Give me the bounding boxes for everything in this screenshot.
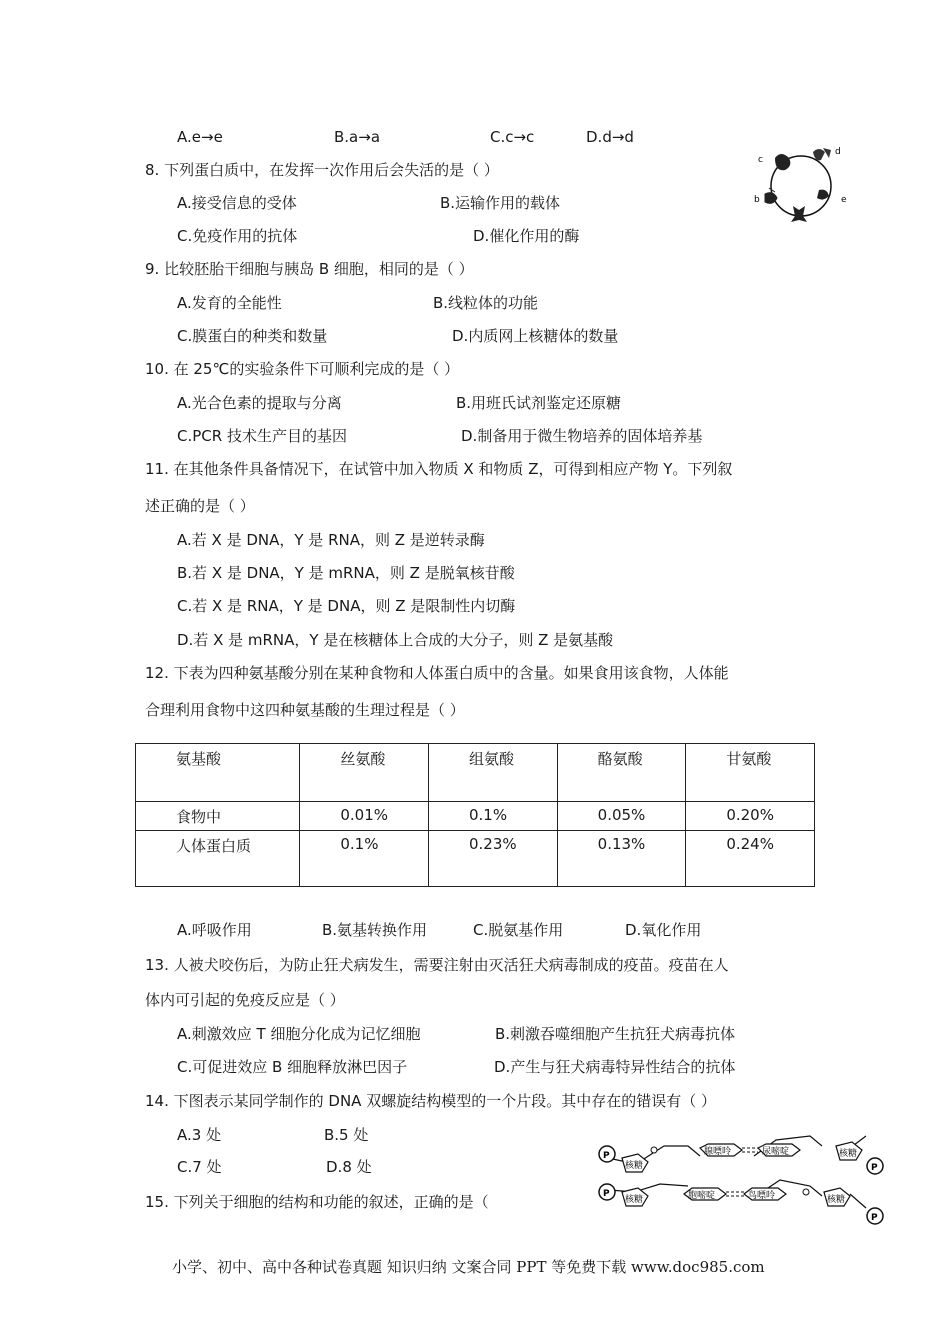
q11-stem-line1: 11. 在其他条件具备情况下，在试管中加入物质 X 和物质 Z，可得到相应产物 Y。下列叙 — [145, 460, 733, 478]
q14-option-a: A.3 处 — [177, 1126, 222, 1144]
base-label: 胞嘧啶 — [688, 1191, 716, 1201]
table-header-row — [136, 744, 815, 802]
q14-option-c: C.7 处 — [177, 1158, 222, 1176]
q13-stem-line1: 13. 人被犬咬伤后，为防止狂犬病发生，需要注射由灭活狂犬病毒制成的疫苗。疫苗在人 — [145, 956, 729, 974]
table-cell: 0.1% — [300, 831, 429, 887]
q11-option-c: C.若 X 是 RNA，Y 是 DNA，则 Z 是限制性内切酶 — [177, 597, 516, 615]
q10-option-a: A.光合色素的提取与分离 — [177, 394, 342, 412]
amino-acid-table — [135, 743, 815, 887]
dna-model-figure — [596, 1128, 894, 1228]
q8-option-b: B.运输作用的载体 — [440, 194, 561, 212]
q8-option-d: D.催化作用的酶 — [473, 227, 580, 245]
phosphate-label: P — [603, 1151, 610, 1161]
table-cell: 0.1% — [429, 802, 558, 831]
table-header-cell: 组氨酸 — [429, 744, 558, 802]
table-header-cell: 酪氨酸 — [557, 744, 686, 802]
q12-option-b: B.氨基转换作用 — [322, 921, 428, 939]
q12-stem-line1: 12. 下表为四种氨基酸分别在某种食物和人体蛋白质中的含量。如果食用该食物，人体能 — [145, 664, 729, 682]
q7-option-d: D.d→d — [586, 128, 634, 146]
q7-option-c: C.c→c — [490, 128, 535, 146]
table-cell: 0.13% — [557, 831, 686, 887]
receptor-figure — [755, 140, 850, 232]
q9-stem: 9. 比较胚胎干细胞与胰岛 B 细胞，相同的是（ ） — [145, 260, 474, 278]
q12-stem-line2: 合理利用食物中这四种氨基酸的生理过程是（ ） — [145, 701, 465, 719]
fig-label-c: c — [758, 155, 763, 165]
table-row — [136, 831, 815, 887]
base-label: 鸟嘌呤 — [748, 1191, 776, 1201]
svg-text:P: P — [871, 1163, 878, 1173]
q11-option-d: D.若 X 是 mRNA，Y 是在核糖体上合成的大分子，则 Z 是氨基酸 — [177, 631, 614, 649]
q9-option-a: A.发育的全能性 — [177, 294, 282, 312]
table-cell: 0.05% — [557, 802, 686, 831]
q13-option-d: D.产生与狂犬病毒特异性结合的抗体 — [494, 1058, 736, 1076]
q14-stem: 14. 下图表示某同学制作的 DNA 双螺旋结构模型的一个片段。其中存在的错误有（ ） — [145, 1092, 716, 1110]
table-cell: 人体蛋白质 — [136, 831, 300, 887]
q9-option-b: B.线粒体的功能 — [433, 294, 539, 312]
q13-option-a: A.刺激效应 T 细胞分化成为记忆细胞 — [177, 1025, 421, 1043]
table-cell: 食物中 — [136, 802, 300, 831]
svg-text:核糖: 核糖 — [839, 1149, 858, 1159]
q12-option-d: D.氧化作用 — [625, 921, 702, 939]
q7-option-a: A.e→e — [177, 128, 223, 146]
shape-e — [817, 190, 829, 200]
q9-option-d: D.内质网上核糖体的数量 — [452, 327, 619, 345]
q15-stem: 15. 下列关于细胞的结构和功能的叙述，正确的是（ — [145, 1193, 489, 1211]
table-header-cell: 丝氨酸 — [300, 744, 429, 802]
q10-option-b: B.用班氏试剂鉴定还原糖 — [456, 394, 622, 412]
sugar-label: 核糖 — [625, 1161, 644, 1171]
fig-label-e: e — [841, 195, 847, 205]
q8-stem: 8. 下列蛋白质中，在发挥一次作用后会失活的是（ ） — [145, 161, 499, 179]
q14-option-b: B.5 处 — [324, 1126, 369, 1144]
q11-option-b: B.若 X 是 DNA，Y 是 mRNA，则 Z 是脱氧核苷酸 — [177, 564, 515, 582]
q12-option-c: C.脱氨基作用 — [473, 921, 564, 939]
table-cell: 0.24% — [686, 831, 815, 887]
q10-stem: 10. 在 25℃的实验条件下可顺利完成的是（ ） — [145, 360, 460, 378]
q10-option-c: C.PCR 技术生产目的基因 — [177, 427, 347, 445]
q14-option-d: D.8 处 — [326, 1158, 372, 1176]
shape-center — [791, 206, 807, 222]
fig-label-d: d — [835, 147, 841, 157]
svg-text:核糖: 核糖 — [625, 1195, 644, 1205]
page-footer: 小学、初中、高中各种试卷真题 知识归纳 文案合同 PPT 等免费下载 www.doc985.com — [172, 1258, 765, 1276]
q10-option-d: D.制备用于微生物培养的固体培养基 — [461, 427, 703, 445]
base-label: 腺嘌呤 — [704, 1147, 732, 1157]
q11-stem-line2: 述正确的是（ ） — [145, 497, 255, 515]
q9-option-c: C.膜蛋白的种类和数量 — [177, 327, 328, 345]
svg-text:核糖: 核糖 — [827, 1195, 846, 1205]
table-cell: 0.20% — [686, 802, 815, 831]
svg-text:P: P — [871, 1213, 878, 1223]
table-cell: 0.23% — [429, 831, 558, 887]
q13-stem-line2: 体内可引起的免疫反应是（ ） — [145, 991, 345, 1009]
q11-option-a: A.若 X 是 DNA，Y 是 RNA，则 Z 是逆转录酶 — [177, 531, 485, 549]
svg-text:P: P — [603, 1189, 610, 1199]
shape-d — [813, 148, 831, 160]
fig-label-b: b — [754, 195, 760, 205]
base-label: 尿嘧啶 — [762, 1147, 790, 1157]
table-header-cell: 甘氨酸 — [686, 744, 815, 802]
table-row — [136, 802, 815, 831]
table-cell: 0.01% — [300, 802, 429, 831]
q7-option-b: B.a→a — [334, 128, 381, 146]
q13-option-b: B.刺激吞噬细胞产生抗狂犬病毒抗体 — [495, 1025, 736, 1043]
table-header-cell: 氨基酸 — [136, 744, 300, 802]
q8-option-c: C.免疫作用的抗体 — [177, 227, 298, 245]
q8-option-a: A.接受信息的受体 — [177, 194, 297, 212]
q12-option-a: A.呼吸作用 — [177, 921, 252, 939]
q13-option-c: C.可促进效应 B 细胞释放淋巴因子 — [177, 1058, 408, 1076]
